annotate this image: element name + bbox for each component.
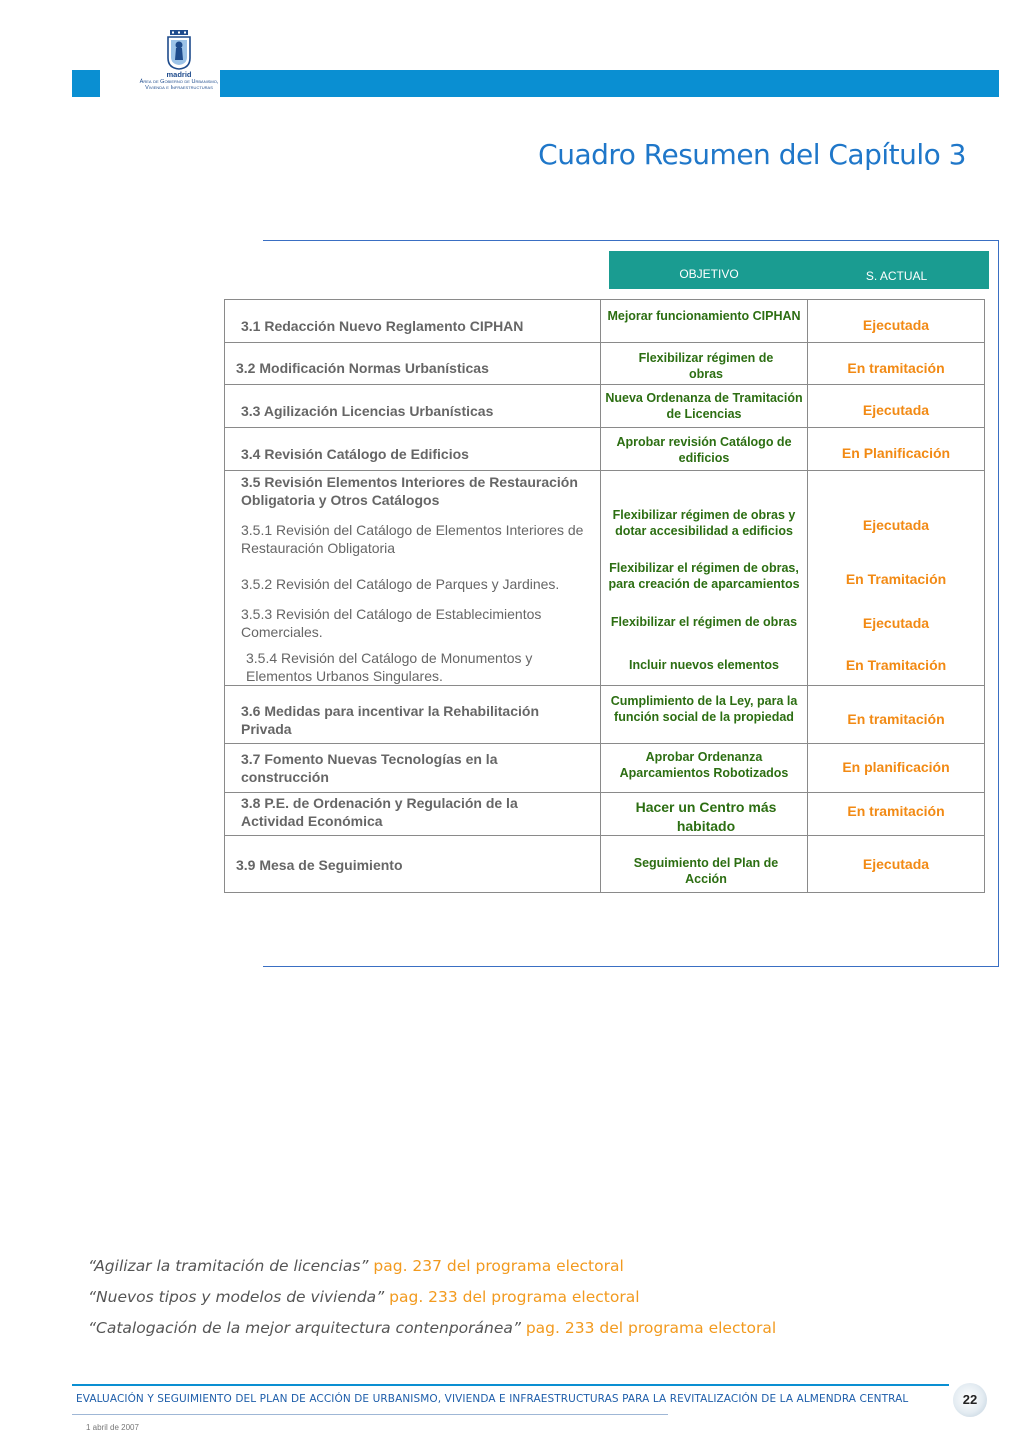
- task-label: 3.9 Mesa de Seguimiento: [236, 857, 403, 873]
- status-text: En Planificación: [841, 445, 951, 461]
- task-label: 3.2 Modificación Normas Urbanísticas: [236, 360, 489, 376]
- task-label: 3.4 Revisión Catálogo de Edificios: [241, 446, 469, 462]
- summary-table: [224, 299, 985, 893]
- footer-date: 1 abril de 2007: [86, 1423, 139, 1432]
- quote-line: [88, 1288, 640, 1306]
- frame-bottom-line: [263, 966, 999, 967]
- frame-top-line: [263, 240, 999, 241]
- table-row: [225, 427, 984, 471]
- status-text: En tramitación: [847, 711, 945, 727]
- subtask-label: 3.5.3 Revisión del Catálogo de Establecimientos Comerciales.: [241, 606, 542, 640]
- objective-text: Seguimiento del Plan de Acción: [633, 856, 779, 886]
- quote-text: “Agilizar la tramitación de licencias”: [88, 1257, 369, 1275]
- task-label: 3.6 Medidas para incentivar la Rehabilitación Privada: [241, 703, 539, 737]
- quote-line: [88, 1319, 776, 1337]
- status-text: Ejecutada: [862, 856, 930, 872]
- task-label: 3.3 Agilización Licencias Urbanísticas: [241, 403, 494, 419]
- task-label: 3.1 Redacción Nuevo Reglamento CIPHAN: [241, 318, 524, 334]
- status-text: Ejecutada: [862, 615, 930, 631]
- status-text: Ejecutada: [862, 317, 930, 333]
- footer-text: EVALUACIÓN Y SEGUIMIENTO DEL PLAN DE ACCIÓN DE URBANISMO, VIVIENDA E INFRAESTRUCTURAS PARA LA REVITALIZACIÓN DE LA ALMENDRA CENTRAL: [76, 1393, 909, 1405]
- logo-city: madrid: [166, 70, 192, 79]
- header-band-left: [72, 70, 100, 97]
- status-text: En tramitación: [847, 803, 945, 819]
- quote-line: [88, 1257, 624, 1275]
- objective-text: Aprobar revisión Catálogo de edificios: [616, 435, 792, 465]
- quote-text: “Catalogación de la mejor arquitectura contenporánea”: [88, 1319, 521, 1337]
- table-row: [225, 342, 984, 385]
- status-text: En planificación: [842, 759, 950, 775]
- column-s-actual: S. ACTUAL: [865, 269, 928, 283]
- quote-reference: pag. 233 del programa electoral: [389, 1288, 640, 1306]
- status-text: En Tramitación: [845, 571, 947, 587]
- subtask-label: 3.5.2 Revisión del Catálogo de Parques y Jardines.: [241, 576, 560, 592]
- table-header: [609, 251, 989, 289]
- header-band-right: [220, 70, 999, 97]
- objective-text: Nueva Ordenanza de Tramitación de Licencias: [605, 391, 803, 421]
- quote-text: “Nuevos tipos y modelos de vivienda”: [88, 1288, 385, 1306]
- footer-line: [72, 1384, 949, 1386]
- objective-text: Flexibilizar régimen de obras: [638, 351, 774, 381]
- objective-text: Incluir nuevos elementos: [628, 658, 780, 672]
- objective-text: Flexibilizar régimen de obras y dotar accesibilidad a edificios: [612, 508, 796, 538]
- column-objetivo: OBJETIVO: [679, 267, 739, 281]
- madrid-logo: [138, 30, 220, 100]
- table-row: [225, 300, 984, 342]
- page-number: 22: [953, 1383, 987, 1417]
- status-text: Ejecutada: [862, 517, 930, 533]
- table-row: [225, 792, 984, 836]
- table-row: [225, 685, 984, 744]
- quote-reference: pag. 237 del programa electoral: [373, 1257, 624, 1275]
- table-row: [225, 470, 984, 686]
- table-row: [225, 743, 984, 793]
- table-row: [225, 384, 984, 428]
- objective-text: Flexibilizar el régimen de obras: [610, 615, 798, 629]
- objective-text: Flexibilizar el régimen de obras, para creación de aparcamientos: [608, 561, 800, 591]
- footer-underline: [72, 1414, 668, 1415]
- coat-of-arms-icon: [166, 30, 192, 70]
- table-row: [225, 835, 984, 893]
- logo-area-line1: Área de Gobierno de Urbanismo,: [139, 79, 219, 85]
- subtask-label: 3.5.4 Revisión del Catálogo de Monumentos y Elementos Urbanos Singulares.: [246, 650, 533, 684]
- subtask-label: 3.5.1 Revisión del Catálogo de Elementos Interiores de Restauración Obligatoria: [241, 522, 584, 556]
- objective-text: Mejorar funcionamiento CIPHAN: [607, 309, 801, 323]
- objective-text: Aprobar Ordenanza Aparcamientos Robotizados: [619, 750, 789, 780]
- task-label: 3.7 Fomento Nuevas Tecnologías en la construcción: [241, 751, 498, 785]
- logo-area-line2: Vivienda e Infraestructuras: [145, 85, 213, 91]
- objective-text: Cumplimiento de la Ley, para la función social de la propiedad: [610, 694, 798, 724]
- objective-text: Hacer un Centro más habitado: [635, 799, 777, 834]
- task-label: 3.8 P.E. de Ordenación y Regulación de la Actividad Económica: [241, 795, 518, 829]
- frame-right-line: [998, 240, 999, 967]
- status-text: Ejecutada: [862, 402, 930, 418]
- quote-reference: pag. 233 del programa electoral: [525, 1319, 777, 1337]
- page-title: Cuadro Resumen del Capítulo 3: [538, 138, 966, 171]
- status-text: En tramitación: [847, 360, 945, 376]
- status-text: En Tramitación: [845, 657, 947, 673]
- task-label: 3.5 Revisión Elementos Interiores de Restauración Obligatoria y Otros Catálogos: [241, 474, 578, 508]
